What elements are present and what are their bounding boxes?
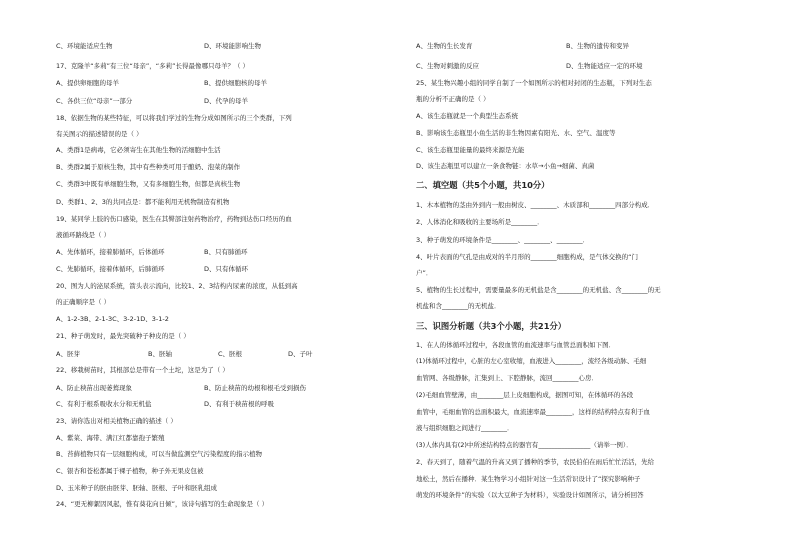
left-option-text: D、只有体循环 [204,265,249,273]
right-option-text: D、生物能适应一定的环境 [566,62,643,70]
right-text-line: 瓶的分析不正确的是（ ） [416,95,490,103]
left-text-line: A、类群1是病毒，它必须寄生在其他生物的活细胞中生活 [56,146,221,154]
left-text-line: 的正确顺序是（ ） [56,298,111,306]
left-option-text: D、代孕的母羊 [204,97,249,105]
right-option-text: B、生物的遗传和变异 [566,42,629,50]
left-text-line: 22、移栽树苗时，其根部总是带有一个土坨，这是为了（ ） [56,366,229,374]
left-text-line: A、提供卵细胞的母羊 [56,79,119,87]
left-text-line: 有关图示的描述错误的是（ ） [56,130,143,138]
left-option-text: C、胚根 [218,350,243,358]
right-text-line: 1、在人的体循环过程中，各段血管的血流速率与血管总面积如下图． [416,341,616,349]
left-text-line: C、先肺循环，接着体循环，后肺循环 [56,265,165,273]
left-text-line: 液循环路线是（ ） [56,231,111,239]
left-option-text: D、有利于秧苗根的呼吸 [204,400,275,408]
left-text-line: A、先体循环，接着肺循环，后体循环 [56,248,165,256]
left-text-line: A、紫菜、海带、满江红都靠孢子繁殖 [56,434,165,442]
left-text-line: 21、种子萌发时，最先突破种子种皮的是（ ） [56,332,190,340]
left-text-line: C、各供三位“母亲”一部分 [56,97,133,105]
right-text-line: 2、春天到了，随着气温的升高又到了播种的季节，农民伯伯在雨后忙忙活活，先给 [416,458,655,466]
right-text-line: 4、叶片表面的气孔是由成对的半月形的________细胞构成，是气体交换的“门 [416,253,639,261]
right-text-line: D、该生态瓶里可以建立一条食物链：水草→小鱼→细菌、真菌 [416,162,595,170]
left-text-line: C、有利于根系吸收水分和无机盐 [56,400,152,408]
left-text-line: 19、某同学上肢的伤口感染，医生在其臀部注射药物治疗，药物到达伤口经历的血 [56,215,292,223]
right-text-line: A、生物的生长发育 [416,42,473,50]
section-heading: 三、识图分析题（共3个小题，共21分） [416,321,567,331]
right-text-line: C、生物对刺激的反应 [416,62,480,70]
left-option-text: D、环境能影响生物 [204,42,262,50]
right-text-line: (2)毛细血管壁薄，由________层上皮细胞构成，据图可知，在体循环的各段 [416,391,634,399]
left-text-line: C、银杏和苍松都属于裸子植物，种子外无果皮包被 [56,467,204,475]
left-option-text: B、只有肺循环 [204,248,248,256]
right-text-line: 1、木本植物的茎由外到内一般由树皮、________、木质部和________四部分构成． [416,201,655,209]
left-text-line: D、玉米种子的胚由胚芽、胚轴、胚根、子叶和胚乳组成 [56,484,218,492]
left-text-line: 20、图为人的泌尿系统，箭头表示流向，比较1、2、3结构内尿素的浓度，从低到高 [56,282,298,290]
left-text-line: 18、依据生物的某些特征，可以将我们学过的生物分成如图所示的三个类群，下列 [56,114,292,122]
left-text-line: 24、“更无柳絮因风起，惟有葵花向日倾”，该诗句描写的生命现象是（ ） [56,500,269,508]
left-text-line: A、1-2-3B、2-1-3C、3-2-1D、3-1-2 [56,315,169,323]
left-text-line: B、类群2属于原核生物，其中有些种类可用于酿奶、泡菜的制作 [56,163,241,171]
right-text-line: 血管网、各级静脉，汇集到上、下腔静脉，流回________心房． [416,374,598,382]
left-text-line: C、环境能适应生物 [56,42,113,50]
right-text-line: 25、某生物兴趣小组的同学自制了一个如图所示的相对封闭的生态瓶，下列对生态 [416,79,652,87]
left-text-line: B、苔藓植物只有一层细胞构成，可以当做监测空气污染程度的指示植物 [56,450,262,458]
right-text-line: 2、人体消化和吸收的主要场所是________． [416,218,544,226]
right-text-line: (1)体循环过程中，心脏的左心室收缩，血液进入________，流经各级动脉、毛细 [416,357,647,365]
right-text-line: 户”． [416,269,433,277]
right-text-line: 地松土，然后在播种．某生物学习小组针对这一生活常识设计了“探究影响种子 [416,475,641,483]
right-text-line: 液与组织细胞之间进行________． [416,424,514,432]
right-text-line: 3、种子萌发的环境条件是________、________、________． [416,236,590,244]
left-text-line: 17、克隆羊“多莉”有三位“母亲”，“多莉”长得最像哪只母羊？（ ） [56,62,250,70]
right-text-line: (3)人体内具有(2)中所述结构特点的器官有________________（请举一例）． [416,441,633,449]
left-text-line: A、胚芽 [56,350,80,358]
right-text-line: 机盐和含________的无机盐． [416,302,501,310]
left-option-text: D、子叶 [288,350,313,358]
right-text-line: 萌发的环境条件”的实验（以大豆种子为材料），实验设计如图所示，请分析回答 [416,491,644,499]
right-text-line: B、影响该生态瓶里小鱼生活的非生物因素有阳光、水、空气、温度等 [416,129,616,137]
left-text-line: 23、请你选出对相关植物正确的描述（ ） [56,417,177,425]
right-text-line: 血管中，毛细血管的总面积最大，血流速率最________，这样的结构特点有利于血 [416,408,650,416]
right-text-line: 5、植物的生长过程中，需要量最多的无机盐是含________的无机盐、含________的无 [416,286,661,294]
right-text-line: A、该生态瓶就是一个典型生态系统 [416,112,518,120]
left-option-text: B、防止秧苗的幼根和根毛受到损伤 [204,384,306,392]
left-text-line: A、防止秧苗出现萎蔫现象 [56,384,132,392]
left-option-text: B、提供细胞核的母羊 [204,79,267,87]
left-text-line: D、类群1、2、3的共同点是：都不能利用无机物制造有机物 [56,198,230,206]
right-text-line: C、该生态瓶里能量的最终来源是光能 [416,146,525,154]
left-text-line: C、类群3中既有单细胞生物，又有多细胞生物，但都是真核生物 [56,180,241,188]
left-option-text: B、胚轴 [148,350,172,358]
section-heading: 二、填空题（共5个小题，共10分） [416,180,550,190]
